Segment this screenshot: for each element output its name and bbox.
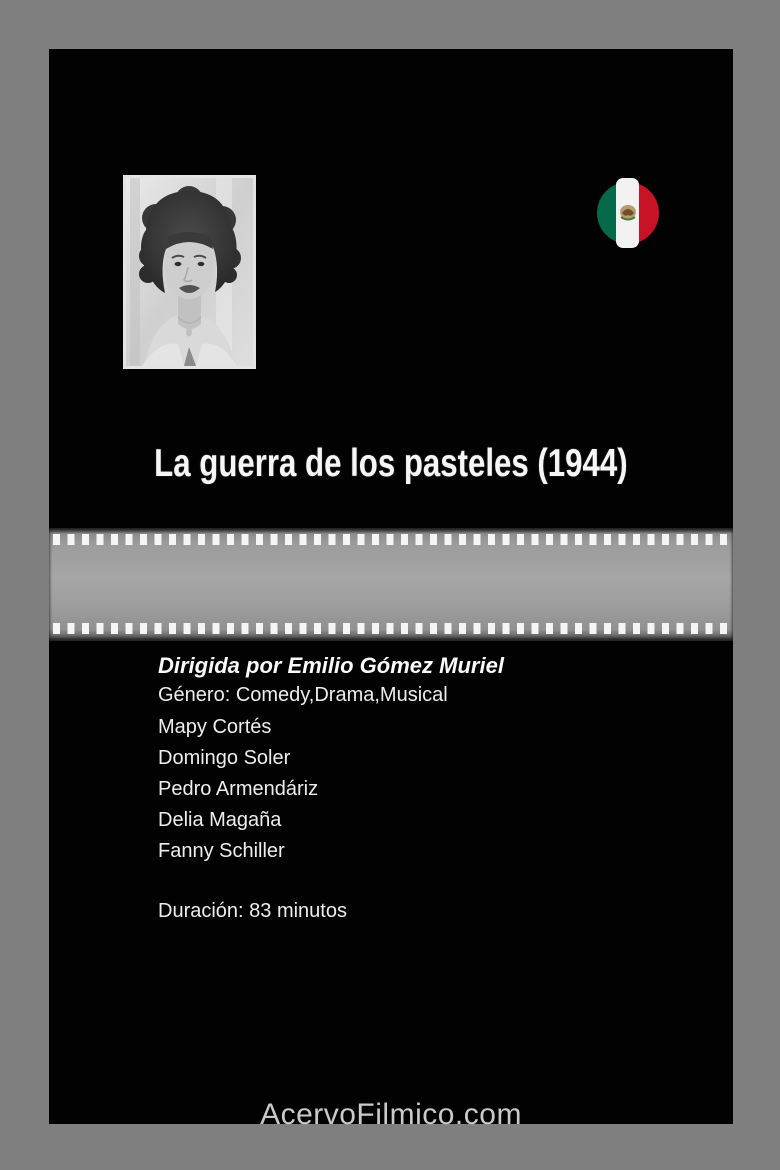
cast-member: Fanny Schiller — [158, 840, 285, 862]
cast-member: Pedro Armendáriz — [158, 778, 319, 800]
actress-portrait-photo — [123, 175, 256, 369]
eagle-emblem-icon — [616, 201, 640, 225]
filmstrip-divider — [49, 528, 733, 641]
poster-panel — [49, 49, 733, 1131]
credits-block — [158, 653, 698, 983]
movie-title — [49, 442, 733, 486]
cast-member: Mapy Cortés — [158, 716, 272, 738]
mexico-flag-icon — [596, 178, 660, 248]
portrait-illustration — [126, 178, 253, 366]
cast-member: Domingo Soler — [158, 747, 291, 769]
website-text: AcervoFilmico.com — [260, 1098, 522, 1131]
movie-title-text: La guerra de los pasteles (1944) — [154, 442, 628, 485]
cast-member: Delia Magaña — [158, 809, 282, 831]
duration-line: Duración: 83 minutos — [158, 900, 347, 922]
directed-by-line: Dirigida por Emilio Gómez Muriel — [158, 653, 504, 678]
genre-line: Género: Comedy,Drama,Musical — [158, 684, 448, 706]
